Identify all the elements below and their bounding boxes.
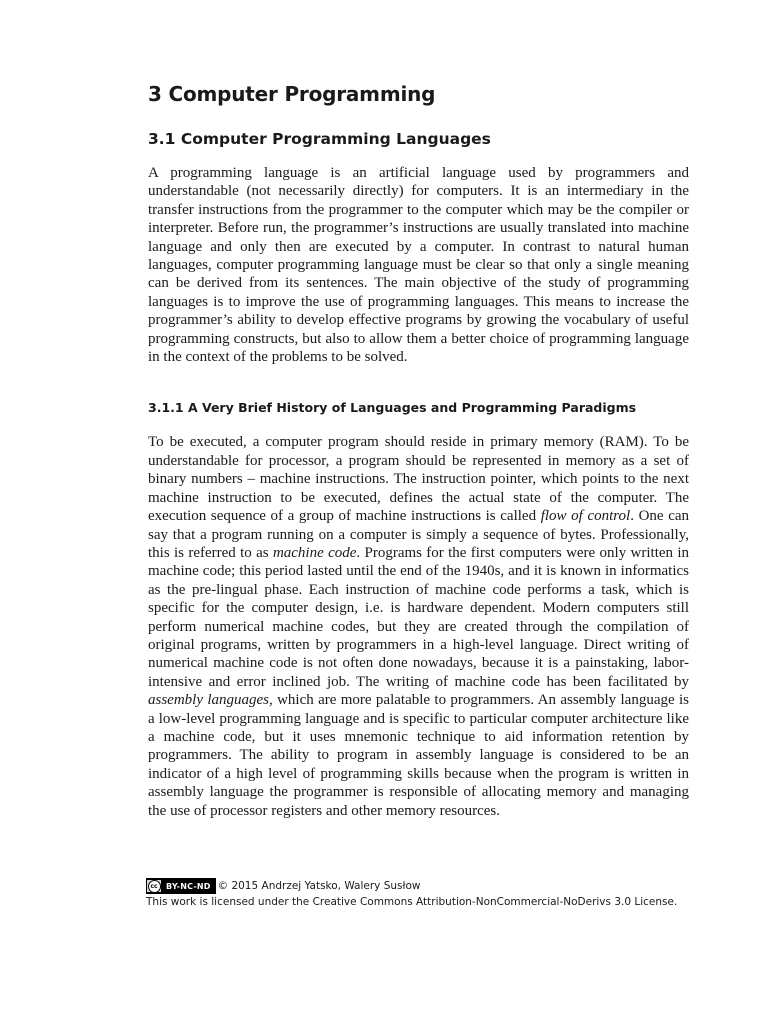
subsection-paragraph	[148, 433, 689, 820]
license-text: This work is licensed under the Creative Commons Attribution-NonCommercial-NoDerivs 3.0 License.	[146, 896, 678, 908]
cc-license-badge[interactable]	[146, 878, 216, 894]
subsection-title: 3.1.1 A Very Brief History of Languages and Programming Paradigms	[148, 400, 637, 416]
chapter-title: 3 Computer Programming	[148, 82, 436, 106]
paragraph-text: . Programs for the first computers were only written in machine code; this period lasted until the end of the 1940s, and it is known in informatics as the pre-lingual phase. Each instruction of machine code performs a task, which is specific for the computer design, i.e. is hardware dependent. Modern computers still perform numerical machine codes, but they are created through the compilation of original programs, written by programmers in a high-level language. Direct writing of numerical machine code is not often done nowadays, because it is a painstaking, labor-intensive and error inclined job. The writing of machine code has been facilitated by	[148, 544, 690, 690]
term-assembly-languages: assembly languages	[148, 692, 269, 709]
page-content	[148, 82, 689, 820]
paragraph-text: . One can say that a program running on a computer is simply a sequence of bytes. Professionally, this is referred to as	[148, 508, 690, 561]
copyright-row	[146, 878, 706, 894]
license-footer	[146, 878, 706, 908]
cc-badge-label: BY-NC-ND	[166, 881, 211, 891]
paragraph-text: , which are more palatable to programmers. An assembly language is a low-level programming language and is specific to particular computer architecture like a machine code, but it uses mnemonic technique to aid information retention by programmers. The ability to program in assembly language is considered to be an indicator of a high level of programming skills because when the program is written in assembly language the programmer is responsible of allocating memory and managing the use of processor registers and other memory resources.	[148, 692, 689, 819]
section-paragraph: A programming language is an artificial language used by programmers and understandable (not necessarily directly) for computers. It is an intermediary in the transfer instructions from the programmer to the computer which may be the compiler or interpreter. Before run, the programmer’s instructions are usually translated into machine language and only then are executed by a computer. In contrast to natural human languages, computer programming language must be clear so that only a single meaning can be derived from its sentences. The main objective of the study of programming languages is to improve the use of programming languages. This means to increase the programmer’s ability to develop effective programs by growing the vocabulary of useful programming constructs, but also to allow them a better choice of programming language in the context of the problems to be solved.	[148, 165, 689, 366]
paragraph-text: To be executed, a computer program should reside in primary memory (RAM). To be understandable for processor, a program should be represented in memory as a set of binary numbers – machine instructions. The instruction pointer, which points to the next machine instruction to be executed, defines the actual state of the computer. The execution sequence of a group of machine instructions is called	[148, 434, 689, 525]
copyright-text: © 2015 Andrzej Yatsko, Walery Susłow	[217, 880, 421, 892]
term-machine-code: machine code	[272, 544, 357, 561]
cc-icon: cc	[147, 880, 162, 892]
term-flow-of-control: flow of control	[540, 508, 631, 525]
section-title: 3.1 Computer Programming Languages	[148, 130, 491, 148]
